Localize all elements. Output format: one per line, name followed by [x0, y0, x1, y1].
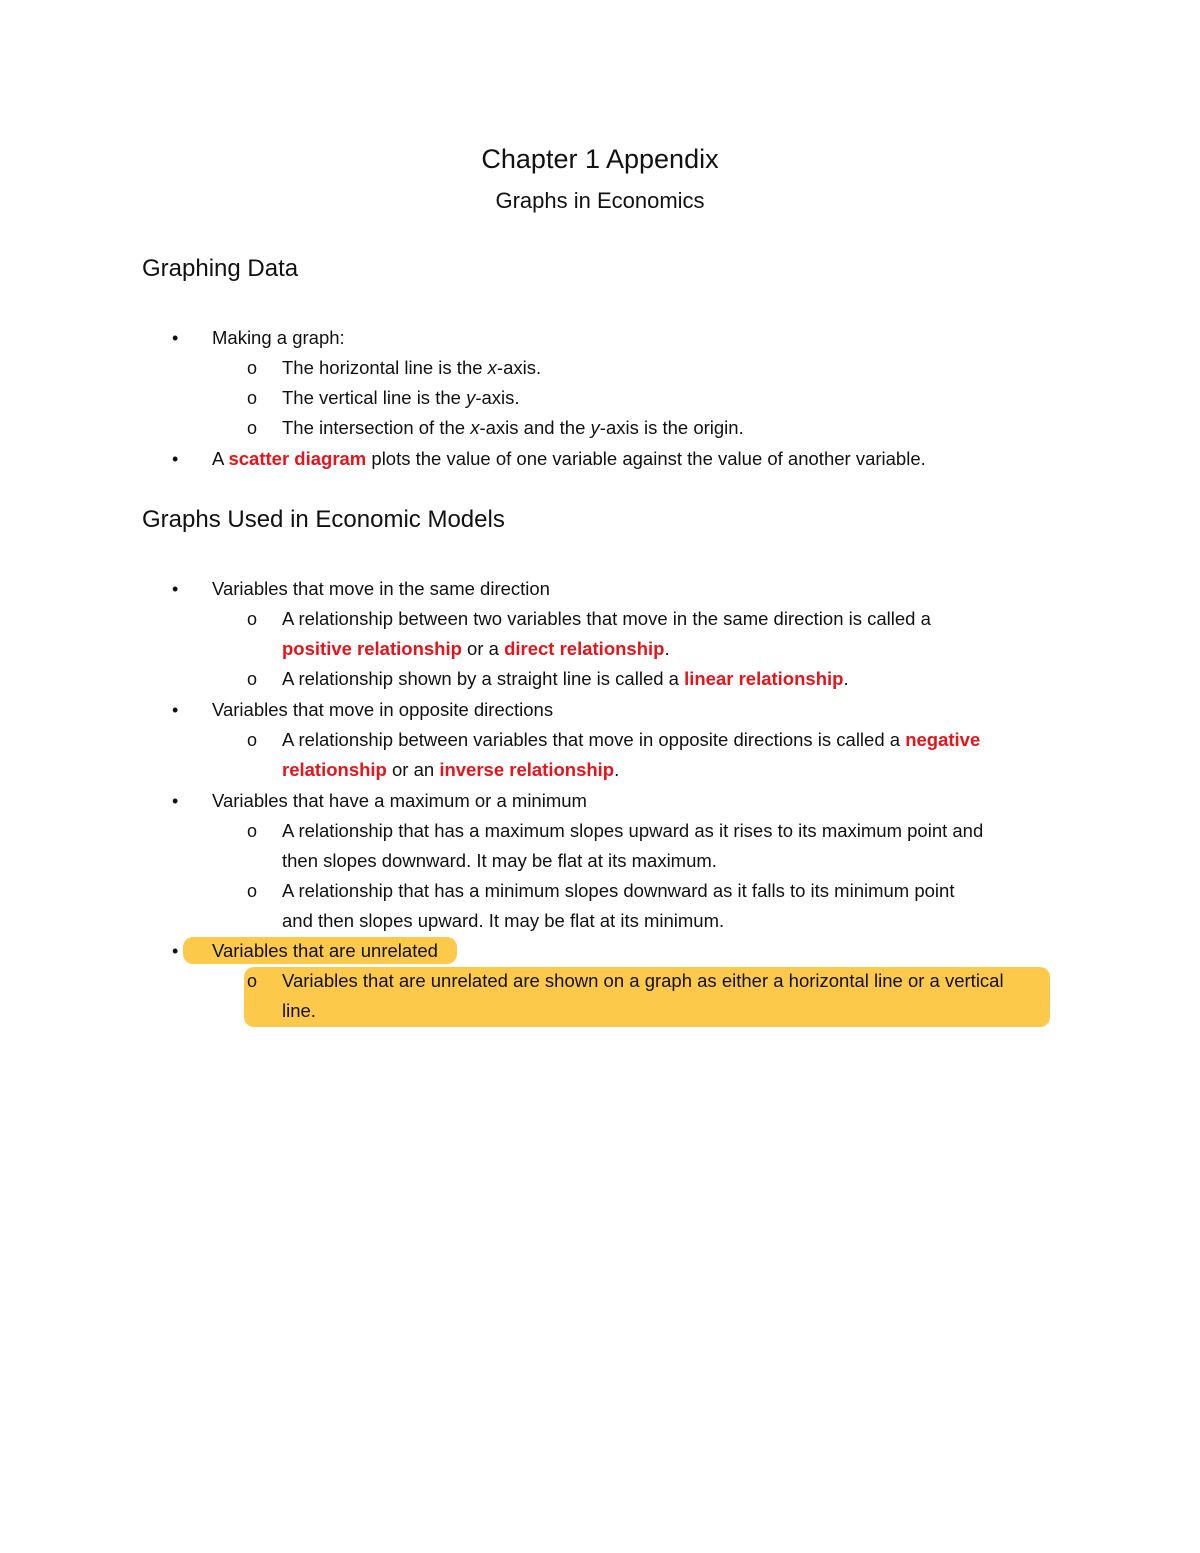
key-term: negative	[905, 729, 981, 750]
list-item: Variables that have a maximum or a minimum	[212, 790, 587, 811]
sub-list-item: A relationship that has a maximum slopes upward as it rises to its maximum point and	[282, 820, 984, 841]
sub-bullet-marker: o	[247, 971, 258, 991]
list-item-highlighted: Variables that are unrelated	[212, 940, 438, 961]
sub-bullet-marker: o	[247, 881, 258, 901]
sub-list-item-highlighted: Variables that are unrelated are shown on a graph as either a horizontal line or a vertical	[282, 970, 1004, 991]
sub-bullet-marker: o	[247, 358, 258, 378]
sub-list-item-continuation: then slopes downward. It may be flat at its maximum.	[282, 850, 717, 871]
bullet-marker: •	[172, 449, 179, 469]
key-term: scatter diagram	[228, 448, 367, 469]
sub-list-item: A relationship between two variables that move in the same direction is called a	[282, 608, 931, 629]
key-term: direct relationship	[504, 638, 665, 659]
sub-list-item-continuation: positive relationship or a direct relationship.	[282, 638, 670, 659]
sub-bullet-marker: o	[247, 609, 258, 629]
section-heading-graphing-data: Graphing Data	[142, 255, 299, 282]
key-term: inverse relationship	[439, 759, 615, 780]
sub-bullet-marker: o	[247, 821, 258, 841]
list-item: Making a graph:	[212, 327, 345, 348]
sub-list-item-continuation: relationship or an inverse relationship.	[282, 759, 620, 780]
sub-list-item: The horizontal line is the x-axis.	[282, 357, 542, 378]
sub-bullet-marker: o	[247, 418, 258, 438]
key-term: relationship	[282, 759, 387, 780]
sub-list-item-continuation-highlighted: line.	[282, 1000, 316, 1021]
sub-list-item: The intersection of the x-axis and the y-axis is the origin.	[282, 417, 744, 438]
sub-bullet-marker: o	[247, 730, 258, 750]
key-term: linear relationship	[684, 668, 844, 689]
key-term: positive relationship	[282, 638, 462, 659]
page-title: Chapter 1 Appendix	[481, 144, 719, 174]
section-heading-economic-models: Graphs Used in Economic Models	[142, 506, 505, 533]
bullet-marker: •	[172, 700, 179, 720]
list-item: A scatter diagram plots the value of one variable against the value of another variable.	[212, 448, 926, 469]
sub-list-item: A relationship shown by a straight line is called a linear relationship.	[282, 668, 849, 689]
list-item: Variables that move in opposite directions	[212, 699, 554, 720]
bullet-marker: •	[172, 579, 179, 599]
sub-bullet-marker: o	[247, 669, 258, 689]
sub-list-item-continuation: and then slopes upward. It may be flat at its minimum.	[282, 910, 725, 931]
list-item: Variables that move in the same direction	[212, 578, 550, 599]
sub-list-item: A relationship between variables that move in opposite directions is called a negative	[282, 729, 981, 750]
sub-list-item: A relationship that has a minimum slopes downward as it falls to its minimum point	[282, 880, 955, 901]
page-subtitle: Graphs in Economics	[495, 188, 705, 213]
bullet-marker: •	[172, 328, 179, 348]
bullet-marker: •	[172, 941, 179, 961]
sub-bullet-marker: o	[247, 388, 258, 408]
bullet-marker: •	[172, 791, 179, 811]
sub-list-item: The vertical line is the y-axis.	[282, 387, 520, 408]
